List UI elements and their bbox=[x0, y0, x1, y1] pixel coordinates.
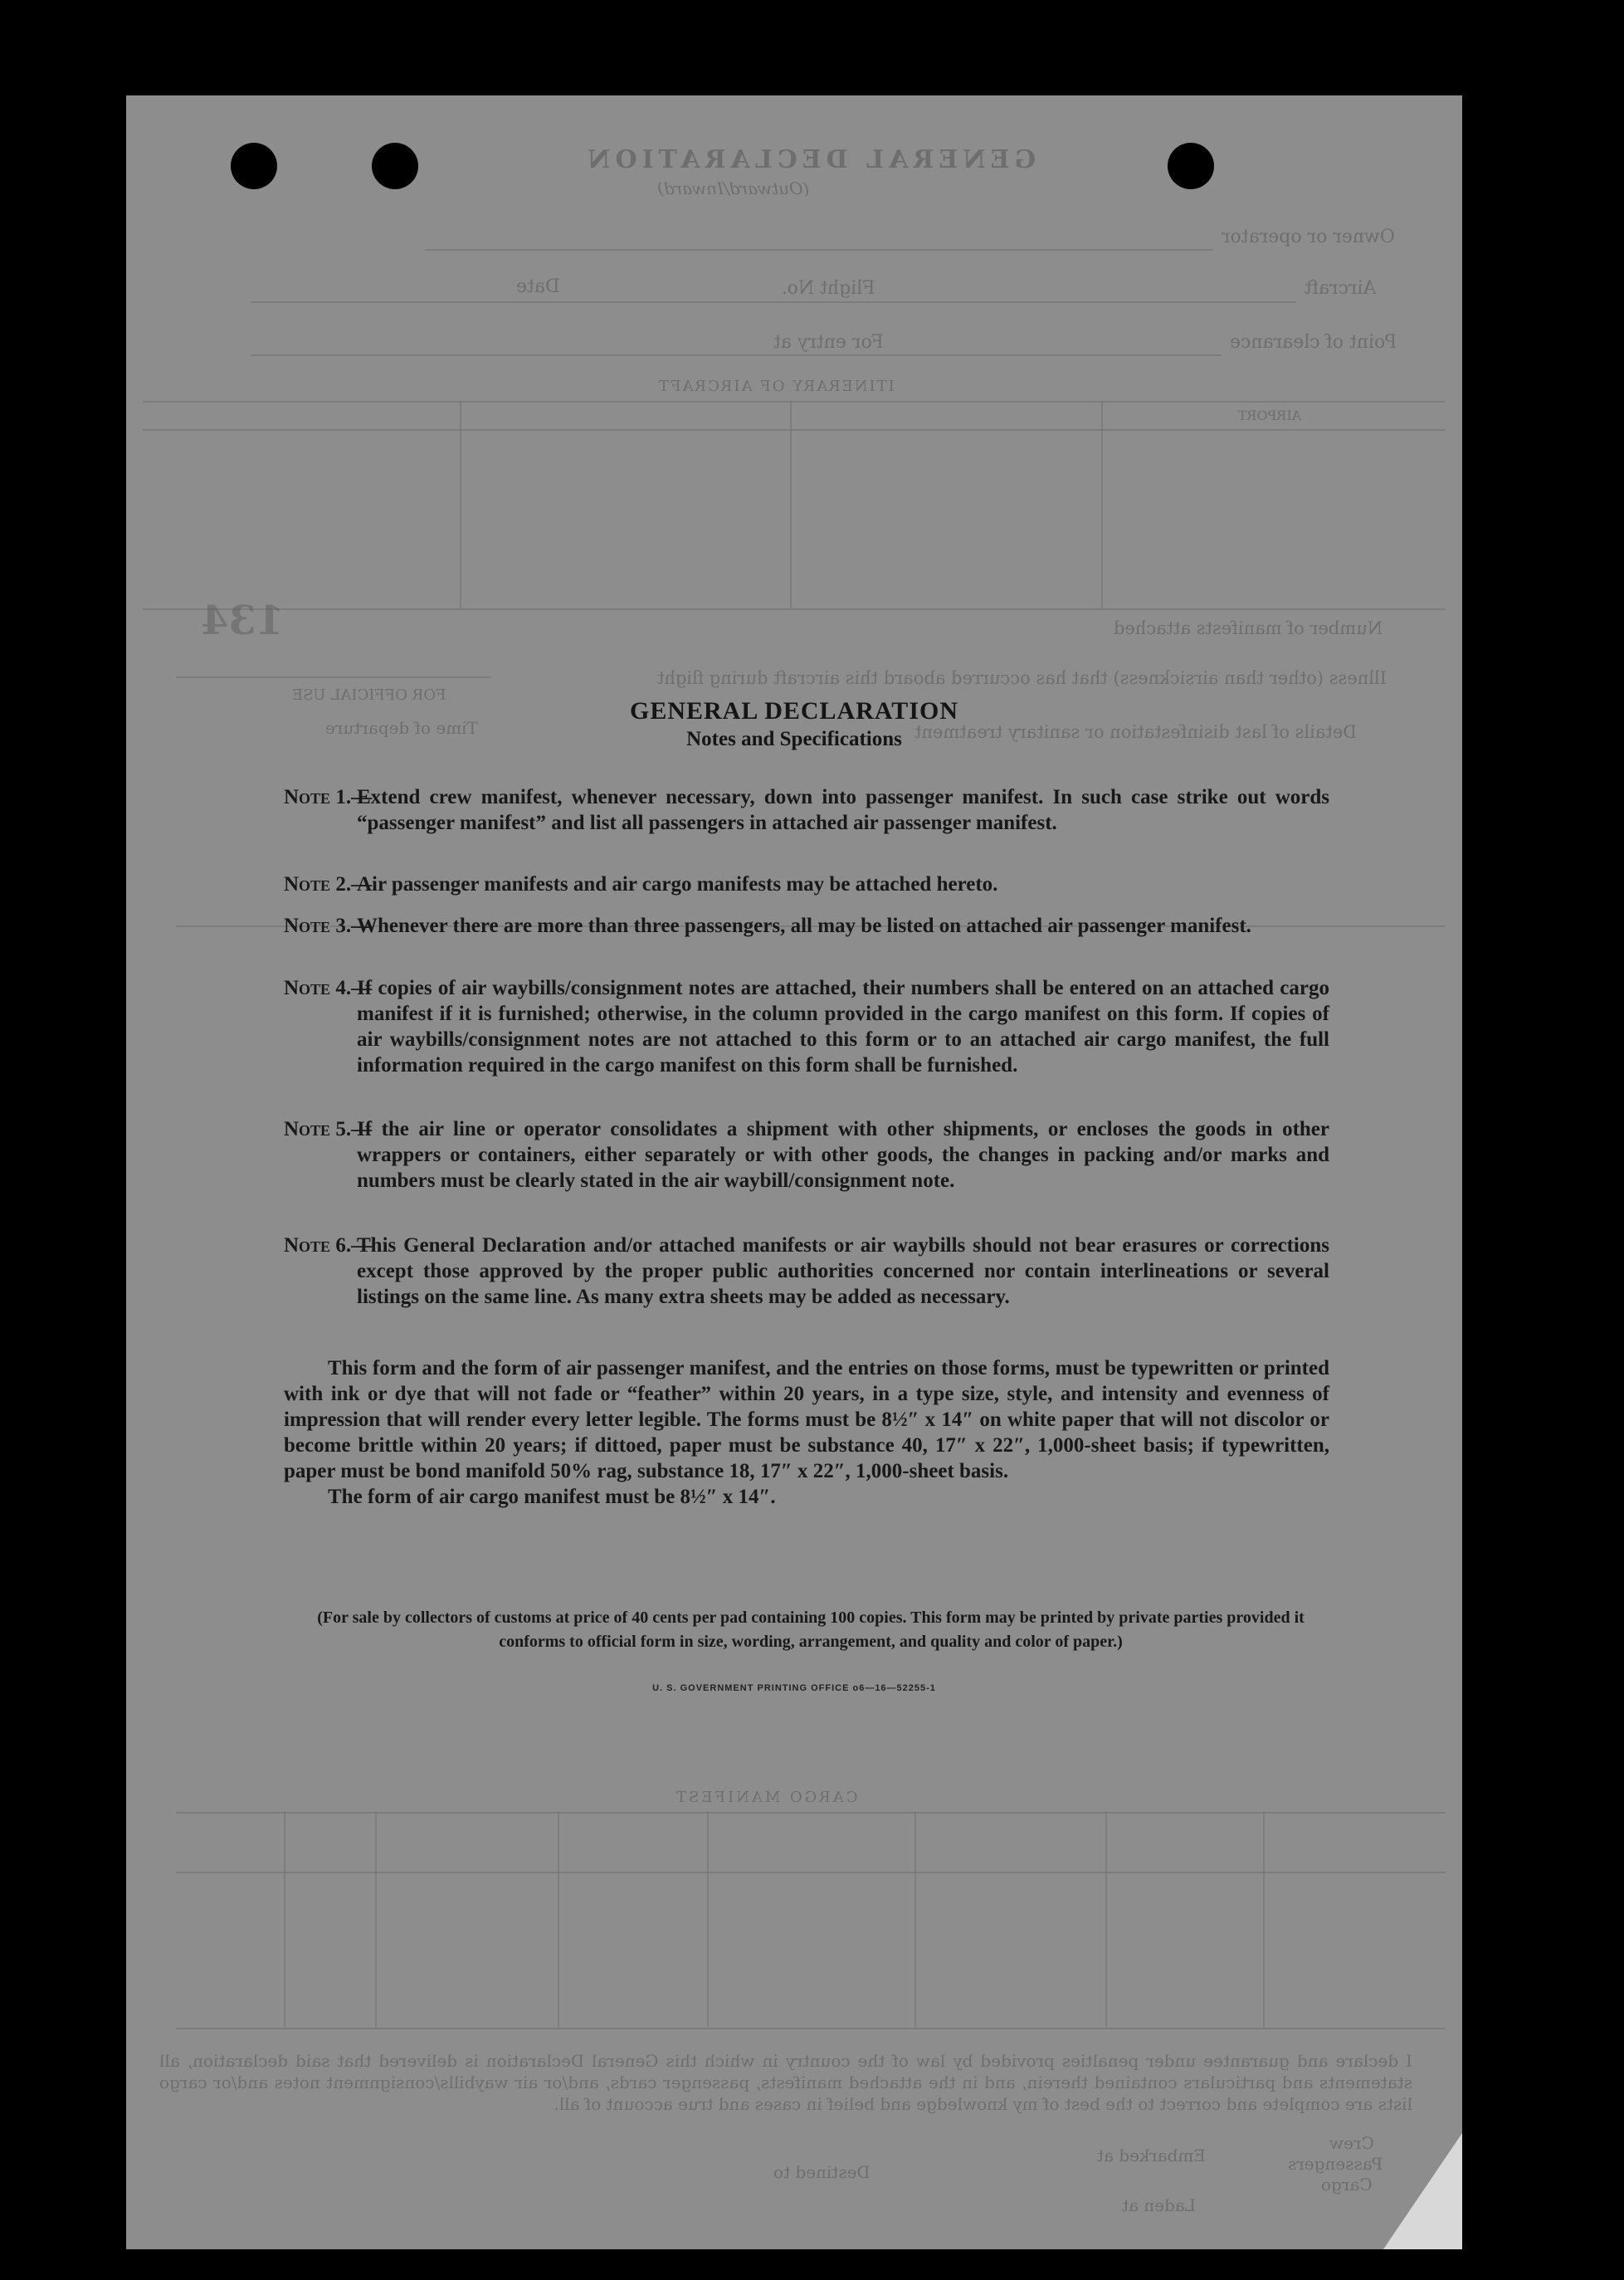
note-label: Note 6.— bbox=[284, 1234, 373, 1257]
note-3 bbox=[284, 913, 1329, 939]
bleed-through-flight-label: Flight No. bbox=[782, 278, 875, 299]
bleed-through-cargo-top-rule bbox=[176, 1812, 1446, 1814]
note-2 bbox=[284, 871, 1329, 897]
note-label: Note 4.— bbox=[284, 977, 373, 999]
bleed-through-cargo-col-1 bbox=[284, 1812, 285, 2028]
note-text: If the air line or operator consolidates a shipment with other shipments, or encloses the goods in other wrappers or containers, either separately or with other goods, the changes in packing and/or marks and numbers must be clearly stated in the air waybill/consignment note. bbox=[357, 1118, 1329, 1192]
bleed-through-details-label: Details of last disinfestation or sanitary treatment bbox=[914, 722, 1358, 742]
bleed-through-point-rule bbox=[251, 354, 1222, 356]
bleed-through-cargo-col-7 bbox=[1263, 1812, 1265, 2028]
bleed-through-cargo-label: Cargo bbox=[1321, 2175, 1373, 2195]
bleed-through-official-use: FOR OFFICIAL USE bbox=[292, 686, 446, 704]
bleed-through-illness-label: Illness (other than airsickness) that has occurred aboard this aircraft during flight bbox=[657, 668, 1387, 688]
bleed-through-point-label: Point of clearance bbox=[1230, 332, 1397, 353]
specification-text: This form and the form of air passenger manifest, and the entries on those forms, must be typewritten or printed with ink or dye that will not fade or “feather” within 20 years, in a type size, style, and intensity and evenness of impression that will render every letter legible. The forms must be 8½″ x 14″ on white paper that will not discolor or become brittle within 20 years; if dittoed, paper must be substance 40, 17″ x 22″, 1,000-sheet basis; if typewritten, paper must be bond manifold 50% rag, substance 18, 17″ x 22″, 1,000-sheet basis. bbox=[284, 1357, 1329, 1482]
bleed-through-title: GENERAL DECLARATION bbox=[583, 145, 1036, 174]
bleed-through-itinerary-col-2 bbox=[790, 401, 792, 608]
note-text: This General Declaration and/or attached manifests or air waybills should not bear erasures or corrections except those approved by the proper public authorities concerned nor contain interlineations or several listings on the same line. As many extra sheets may be added as necessary. bbox=[357, 1234, 1329, 1308]
bleed-through-cargo-col-6 bbox=[1105, 1812, 1107, 2028]
note-text: Air passenger manifests and air cargo manifests may be attached hereto. bbox=[357, 873, 998, 896]
bleed-through-cargo-col-3 bbox=[558, 1812, 559, 2028]
bleed-through-time-departure: Time of departure bbox=[325, 718, 478, 738]
bleed-through-laden-label: Laden at bbox=[1122, 2195, 1197, 2215]
bleed-through-cargo-col-5 bbox=[914, 1812, 916, 2028]
bleed-through-embarked-label: Embarked at bbox=[1097, 2146, 1206, 2165]
note-text: If copies of air waybills/consignment notes are attached, their numbers shall be entered on an attached cargo manifest if it is furnished; otherwise, in the column provided in the cargo manifest on this form. If copies of air waybills/consignment notes are not attached to this form or to an attached air cargo manifest, the full information required in the cargo manifest on this form shall be furnished. bbox=[357, 977, 1329, 1077]
note-4 bbox=[284, 975, 1329, 1078]
cargo-size-text: The form of air cargo manifest must be 8½″ x 14″. bbox=[328, 1486, 776, 1508]
specification-paragraph bbox=[284, 1355, 1329, 1510]
page-subtitle: Notes and Specifications bbox=[686, 728, 902, 750]
printer-line: U. S. GOVERNMENT PRINTING OFFICE o6—16—52255-1 bbox=[652, 1683, 936, 1693]
punch-hole-center bbox=[372, 143, 418, 189]
bleed-through-crew-label: Crew bbox=[1329, 2133, 1374, 2153]
bleed-through-cargo-col-2 bbox=[375, 1812, 377, 2028]
page-title: GENERAL DECLARATION bbox=[629, 697, 958, 725]
note-6 bbox=[284, 1233, 1329, 1310]
punch-hole-right bbox=[1168, 143, 1214, 189]
bleed-through-date-label: Date bbox=[516, 276, 560, 297]
bleed-through-aircraft-rule bbox=[251, 301, 1296, 303]
bleed-through-declaration: I declare and guarantee under penalties provided by law of the country in which this General Declaration is delivered that said declaration, all statements and particulars contained therein, and in the attached manifests, passenger cards, and/or air waybills/consignment notes and/or cargo lists are complete and correct to the best of my knowledge and belief in cases and true account of all. bbox=[159, 2051, 1412, 2114]
note-text: Extend crew manifest, whenever necessary, down into passenger manifest. In such case strike out words “passenger manifest” and list all passengers in attached air passenger manifest. bbox=[357, 786, 1329, 834]
bleed-through-entry-label: For entry at bbox=[773, 332, 884, 353]
note-text: Whenever there are more than three passengers, all may be listed on attached air passenger manifest. bbox=[357, 915, 1251, 937]
bleed-through-owner-rule bbox=[425, 249, 1213, 251]
bleed-through-subtitle: (Outward/Inward) bbox=[657, 178, 810, 198]
document-sheet bbox=[126, 95, 1462, 2249]
bleed-through-airport-header: AIRPORT bbox=[1238, 408, 1302, 423]
bleed-through-itinerary-top-rule bbox=[143, 401, 1446, 403]
bleed-through-aircraft-label: Aircraft bbox=[1305, 278, 1377, 299]
note-1 bbox=[284, 784, 1329, 836]
bleed-through-destined-label: Destined to bbox=[773, 2162, 871, 2182]
bleed-through-itinerary-col-3 bbox=[1101, 401, 1103, 608]
bleed-through-stamp-number: 134 bbox=[201, 598, 285, 644]
bleed-through-official-use-top bbox=[176, 676, 491, 678]
note-label: Note 2.— bbox=[284, 873, 373, 896]
bleed-through-itinerary-header-rule bbox=[143, 429, 1446, 431]
bleed-through-passengers-label: Passengers bbox=[1288, 2154, 1383, 2174]
bleed-through-manifests-label: Number of manifests attached bbox=[1114, 618, 1383, 638]
bleed-through-itinerary-label: ITINERARY OF AIRCRAFT bbox=[657, 378, 895, 395]
punch-hole-left bbox=[231, 143, 277, 189]
note-label: Note 3.— bbox=[284, 915, 373, 937]
bleed-through-itinerary-bottom-rule bbox=[143, 608, 1446, 610]
folded-corner bbox=[1383, 2133, 1462, 2249]
bleed-through-cargo-title: CARGO MANIFEST bbox=[674, 1789, 858, 1806]
note-label: Note 1.— bbox=[284, 786, 373, 808]
bleed-through-itinerary-col-1 bbox=[460, 401, 461, 608]
note-label: Note 5.— bbox=[284, 1118, 373, 1140]
sale-notice: (For sale by collectors of customs at price of 40 cents per pad containing 100 copies. This form may be printed by private parties provided it conforms to official form in size, wording, arrangement, and quality and color of paper.) bbox=[317, 1609, 1305, 1651]
bleed-through-cargo-col-4 bbox=[707, 1812, 709, 2028]
note-5 bbox=[284, 1116, 1329, 1194]
bleed-through-cargo-bottom-rule bbox=[176, 2028, 1446, 2029]
bleed-through-cargo-header-rule bbox=[176, 1872, 1446, 1873]
bleed-through-owner-label: Owner or operator bbox=[1222, 227, 1395, 247]
